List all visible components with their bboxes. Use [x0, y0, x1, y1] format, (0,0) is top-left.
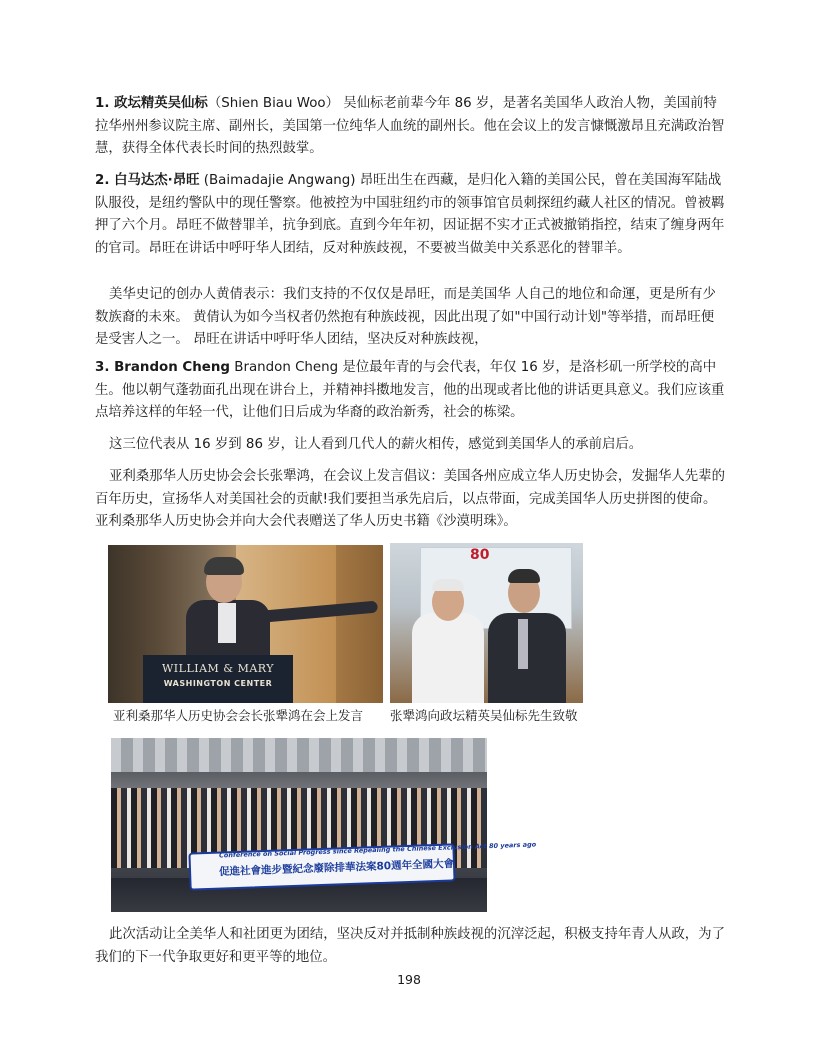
ceiling	[111, 738, 487, 772]
text-conclusion: 此次活动让全美华人和社团更为团结，坚决反对并抵制种族歧视的沉滓泛起，积极支持年青人从政，为了我们的下一代争取更好和更平等的地位。	[95, 927, 725, 965]
text-three-delegates: 这三位代表从 16 岁到 86 岁，让人看到几代人的薪火相传，感觉到美国华人的承前启后。	[109, 437, 643, 452]
group-photo	[111, 738, 537, 912]
text-huang-qian: 美华史记的创办人黄倩表示：我们支持的不仅仅是昂旺，而是美国华 人自己的地位和命運，更是所有少数族裔的未來。 黄倩认为如今当权者仍然抱有种族歧视，因此出現了如"中国行动计划"等举措，而昂旺便是受害人之一。 昂旺在讲话中呼吁华人团结，坚决反对种族歧视，	[95, 287, 716, 347]
text-brandon-cheng: Brandon Cheng 是位最年青的与会代表，年仅 16 岁，是洛杉矶一所学校的高中生。他以朝气蓬勃面孔出现在讲台上，并精神抖擞地发言，他的出现或者比他的讲话更具意义。我们应该重点培养这样的年轻一代，让他们日后成为华裔的政治新秀，社会的栋梁。	[95, 360, 725, 420]
speaker-shirt	[218, 603, 236, 643]
paragraph-three-delegates	[95, 434, 725, 457]
paragraph-shien-biau-woo	[95, 93, 725, 161]
paragraph-arizona-society	[95, 466, 725, 534]
text-angwang: (Baimadajie Angwang) 昂旺出生在西藏，是归化入籍的美国公民，曾在美国海军陆战队服役，是纽约警队中的现任警察。他被控为中国驻纽约市的领事馆官员刺探纽约藏人社区的情况。曾被羁押了六个月。昂旺不做替罪羊，抗争到底。直到今年年初，因证据不实才正式被撤销指控，结束了缠身两年的官司。昂旺在讲话中呼吁华人团结，反对种族歧视，不要被当做美中关系恶化的替罪羊。	[95, 173, 725, 256]
elder-figure	[412, 613, 484, 703]
podium-text-line1: WILLIAM & MARY	[161, 662, 274, 675]
heading-brandon-cheng: 3. Brandon Cheng	[95, 360, 230, 375]
handshake-photo	[390, 543, 583, 703]
podium-text-line2: WASHINGTON CENTER	[163, 679, 273, 688]
paragraph-huang-qian	[95, 284, 725, 352]
younger-hair	[508, 569, 540, 583]
caption-speaker-photo: 亚利桑那华人历史协会会长张犟鸿在会上发言	[113, 708, 364, 723]
paragraph-angwang	[95, 170, 725, 260]
banner-english-text: Conference on Social Progress since Repealing the Chinese Exclusion Act 80 years ago	[218, 840, 537, 860]
speaker-photo	[108, 545, 383, 703]
younger-tie	[518, 619, 528, 669]
text-arizona-society: 亚利桑那华人历史协会会长张犟鸿，在会议上发言倡议：美国各州应成立华人历史协会，发掘华人先辈的百年历史，宣扬华人对美国社会的贡献!我们要担当承先启后，以点带面，完成美国华人历史拼图的使命。亚利桑那华人历史协会并向大会代表赠送了华人历史书籍《沙漠明珠》。	[95, 469, 725, 529]
conference-logo: 80	[470, 547, 490, 563]
speaker-hair	[204, 557, 244, 575]
page-number: 198	[397, 972, 421, 987]
text-shien-biau-woo: （Shien Biau Woo） 吴仙标老前辈今年 86 岁，是著名美国华人政治人物，美国前特拉华州州参议院主席、副州长，美国第一位纯华人血统的副州长。他在会议上的发言慷慨激昂且充满政治智慧，获得全体代表长时间的热烈鼓掌。	[95, 96, 725, 156]
caption-handshake-photo: 张犟鸿向政坛精英吴仙标先生致敬	[390, 708, 578, 723]
banner-chinese-text: 促進社會進步暨紀念廢除排華法案80週年全國大會	[218, 857, 455, 879]
elder-hair	[432, 579, 464, 591]
paragraph-brandon-cheng	[95, 357, 725, 425]
paragraph-conclusion	[95, 924, 725, 969]
heading-shien-biau-woo: 1. 政坛精英吴仙标	[95, 96, 208, 111]
heading-angwang: 2. 白马达杰·昂旺	[95, 173, 200, 188]
